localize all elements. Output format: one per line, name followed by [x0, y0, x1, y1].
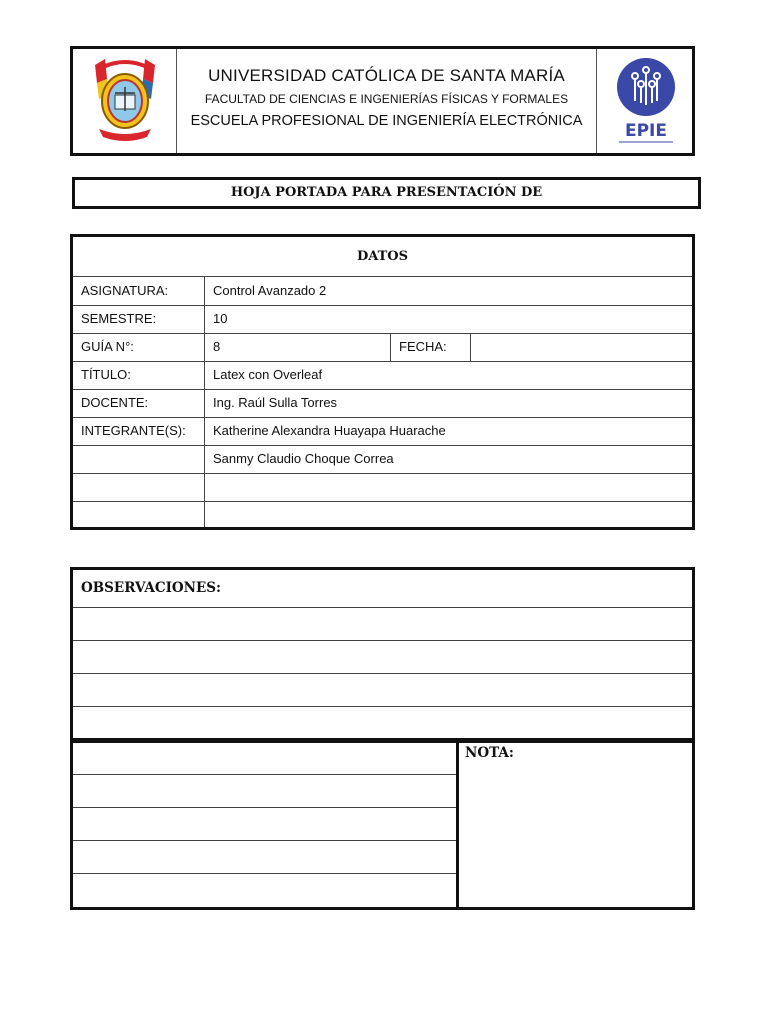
- cover-title: HOJA PORTADA PARA PRESENTACIÓN DE: [72, 177, 701, 209]
- field-value: Katherine Alexandra Huayapa Huarache: [213, 423, 446, 438]
- epie-logo: [613, 57, 679, 147]
- field-value: 8: [213, 339, 221, 354]
- field-value: Control Avanzado 2: [213, 283, 327, 298]
- field-value: 10: [213, 311, 228, 326]
- university-name: UNIVERSIDAD CATÓLICA DE SANTA MARÍA: [208, 66, 565, 85]
- field-label: DOCENTE:: [81, 395, 149, 410]
- datos-heading: DATOS: [73, 237, 692, 277]
- field-value: Latex con Overleaf: [213, 367, 323, 382]
- observaciones-box: [70, 567, 695, 743]
- faculty-name: FACULTAD DE CIENCIAS E INGENIERÍAS FÍSICAS Y FORMALES: [204, 92, 569, 106]
- observaciones-nota-box: [70, 738, 695, 910]
- institution-header: [70, 46, 695, 156]
- datos-table: [70, 234, 695, 530]
- school-name: ESCUELA PROFESIONAL DE INGENIERÍA ELECTRÓNICA: [190, 113, 583, 129]
- table-row: [73, 333, 692, 362]
- field-value: Sanmy Claudio Choque Correa: [213, 451, 394, 466]
- table-row: [73, 305, 692, 334]
- ucsm-crest-logo: [89, 55, 161, 147]
- field-label: TÍTULO:: [81, 367, 131, 382]
- table-row: [73, 417, 692, 446]
- table-row: [73, 277, 692, 306]
- field-label: SEMESTRE:: [81, 311, 157, 326]
- field-label: ASIGNATURA:: [81, 283, 169, 298]
- field-label: INTEGRANTE(S):: [81, 423, 186, 438]
- nota-heading: NOTA:: [465, 745, 514, 761]
- field-value: Ing. Raúl Sulla Torres: [213, 395, 338, 410]
- observaciones-heading: OBSERVACIONES:: [81, 580, 222, 596]
- table-row: [73, 473, 692, 502]
- table-row: [73, 445, 692, 474]
- fecha-label: FECHA:: [399, 339, 447, 354]
- field-label: GUÍA N°:: [81, 339, 134, 354]
- table-row: [73, 361, 692, 390]
- epie-logo-text: EPIE: [624, 121, 668, 141]
- table-row: [73, 389, 692, 418]
- table-row: [73, 501, 692, 527]
